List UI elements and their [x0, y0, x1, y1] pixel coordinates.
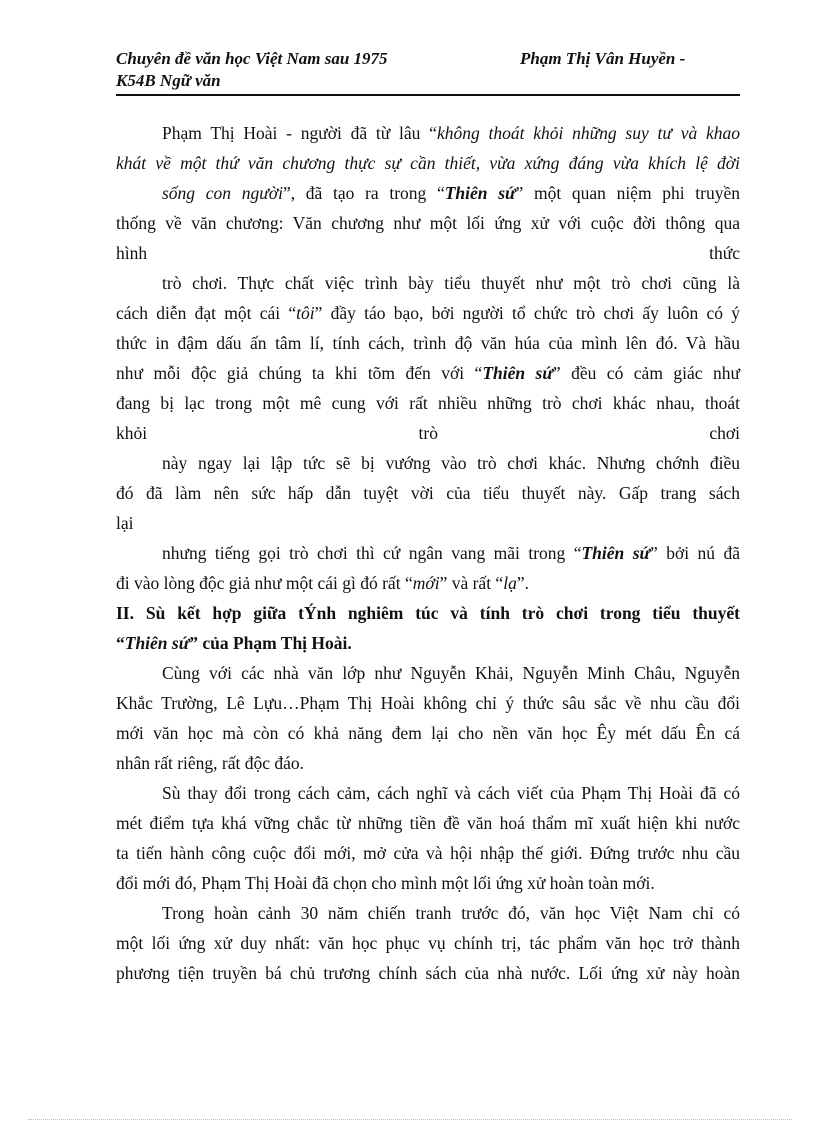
header-author: Phạm Thị Vân Huyền -: [520, 49, 686, 68]
text-line: một lối ứng xử duy nhất: văn học phục vụ chính trị, tác phẩm văn học trở thành: [116, 933, 740, 953]
paragraph-1: [116, 118, 740, 268]
heading-line: II. Sù kết hợp giữa tÝnh nghiêm túc và tính trò chơi trong tiểu thuyết: [116, 603, 740, 623]
text-run: ” đều có cảm giác như: [552, 363, 740, 383]
page-bottom-divider: [28, 1119, 792, 1120]
paragraph-3: [116, 448, 740, 538]
text-line: thức in đậm dấu ấn tâm lí, tính cách, trình độ văn húa của mình lên đó. Và hầu: [116, 333, 740, 353]
work-title: Thiên sứ: [482, 363, 553, 383]
text-line: nhân rất riêng, rất độc đáo.: [116, 753, 305, 773]
text-run: như mỗi độc giả chúng ta khi tõm đến với “: [116, 363, 483, 383]
text-line: Trong hoàn cảnh 30 năm chiến tranh trước đó, văn học Việt Nam chỉ có: [162, 903, 740, 923]
text-line: đổi mới đó, Phạm Thị Hoài đã chọn cho mình một lối ứng xử hoàn toàn mới.: [116, 873, 655, 893]
text-run: cách diễn đạt một cái “: [116, 303, 297, 323]
text-line: [116, 538, 740, 568]
heading-line: [116, 628, 740, 658]
text-run: ”.: [516, 573, 529, 593]
text-line: lại: [116, 513, 134, 533]
italic-word: lạ: [503, 573, 517, 593]
text-run: chơi: [709, 423, 740, 443]
text-line: thống về văn chương: Văn chương như một lối ứng xử với cuộc đời thông qua: [116, 213, 740, 233]
text-run: ” đầy táo bạo, bởi người tổ chức trò chơi ấy luôn có ý: [314, 303, 740, 323]
text-run: ” một quan niệm phi truyền: [515, 183, 740, 203]
text-line: Khắc Trường, Lê Lựu…Phạm Thị Hoài không chỉ ý thức sâu sắc về nhu cầu đổi: [116, 693, 740, 713]
italic-quote: sống con người: [162, 183, 283, 203]
text-line: [116, 118, 740, 148]
italic-quote: không thoát khỏi những suy tư và khao: [436, 123, 741, 143]
text-run: thức: [709, 243, 740, 263]
text-line: [116, 298, 740, 328]
text-line: ta tiến hành công cuộc đổi mới, mở cửa và hội nhập thế giới. Đứng trước nhu cầu: [116, 843, 740, 863]
text-run: Phạm Thị Hoài - người đã từ lâu “: [162, 123, 437, 143]
text-line: [116, 178, 740, 208]
text-line: [116, 418, 740, 448]
text-line: [116, 568, 740, 598]
paragraph-6: [116, 778, 740, 898]
paragraph-2: [116, 268, 740, 448]
text-line: Sù thay đổi trong cách cảm, cách nghĩ và cách viết của Phạm Thị Hoài đã có: [162, 783, 740, 803]
text-run: trò: [418, 423, 438, 443]
text-run: nhưng tiếng gọi trò chơi thì cứ ngân vang mãi trong “: [162, 543, 582, 563]
document-body: [116, 118, 740, 988]
text-line: [116, 238, 740, 268]
text-line: phương tiện truyền bá chủ trương chính sách của nhà nước. Lối ứng xử này hoàn: [116, 963, 740, 983]
text-line: khát về một thứ văn chương thực sự cần thiết, vừa xứng đáng vừa khích lệ đời: [116, 153, 740, 173]
paragraph-7: [116, 898, 740, 988]
page-header: [116, 48, 740, 96]
text-run: ” và rất “: [439, 573, 504, 593]
text-line: trò chơi. Thực chất việc trình bày tiểu thuyết như một trò chơi cũng là: [162, 273, 740, 293]
text-line: mét điểm tựa khá vững chắc từ những tiền đề văn hoá thẩm mĩ xuất hiện khi nước: [116, 813, 740, 833]
text-run: khỏi: [116, 423, 148, 443]
text-run: “: [116, 633, 125, 653]
text-line: Cùng với các nhà văn lớp như Nguyễn Khải, Nguyễn Minh Châu, Nguyễn: [162, 663, 740, 683]
header-class: K54B Ngữ văn: [116, 71, 221, 90]
text-line: đang bị lạc trong một mê cung với rất nhiều những trò chơi khác nhau, thoát: [116, 393, 740, 413]
text-run: đi vào lòng độc giả như một cái gì đó rất “: [116, 573, 413, 593]
italic-word: mới: [412, 573, 440, 593]
text-line: [116, 358, 740, 388]
text-run: ”, đã tạo ra trong “: [282, 183, 445, 203]
work-title: Thiên sứ: [444, 183, 516, 203]
text-run: ” bởi nú đã: [650, 543, 740, 563]
italic-word: tôi: [296, 303, 315, 323]
header-course-title: Chuyên đề văn học Việt Nam sau 1975: [116, 49, 388, 68]
text-line: đó đã làm nên sức hấp dẫn tuyệt vời của tiểu thuyết này. Gấp trang sách: [116, 483, 740, 503]
section-heading: [116, 598, 740, 658]
work-title: Thiên sứ: [581, 543, 651, 563]
text-line: mới văn học mà còn có khả năng đem lại cho nền văn học Êy mét dấu Ên cá: [116, 723, 740, 743]
text-line: này ngay lại lập tức sẽ bị vướng vào trò chơi khác. Nhưng chớnh điều: [162, 453, 740, 473]
text-run: ” của Phạm Thị Hoài.: [189, 633, 352, 653]
paragraph-5: [116, 658, 740, 778]
work-title: Thiên sứ: [124, 633, 190, 653]
paragraph-4: [116, 538, 740, 598]
text-run: hình: [116, 243, 148, 263]
